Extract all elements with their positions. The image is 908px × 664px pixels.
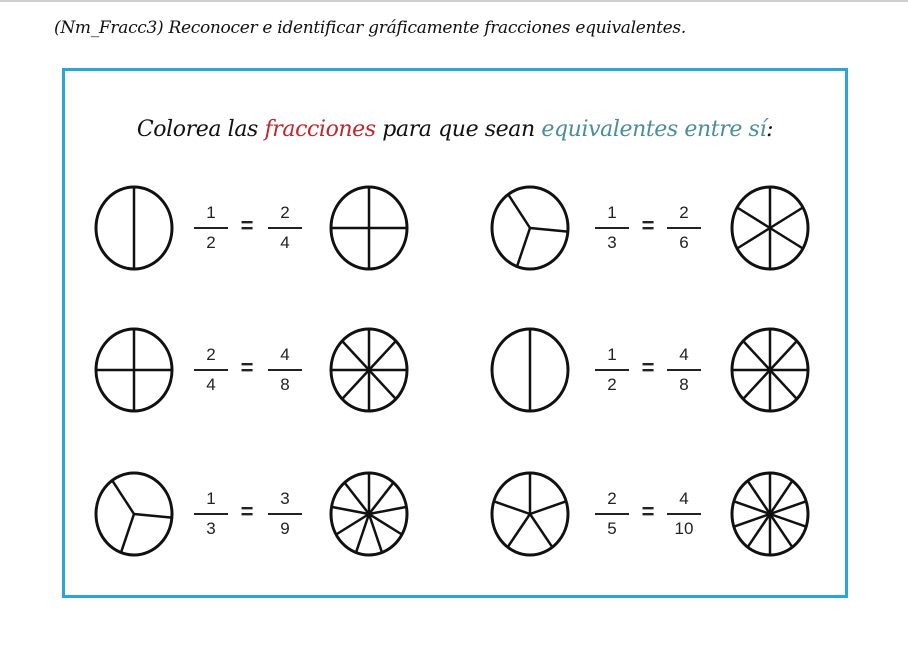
equals-sign: = [641, 355, 655, 380]
denominator: 8 [280, 375, 290, 394]
fraction-right [667, 344, 701, 396]
fraction-left [595, 488, 629, 540]
equals-sign: = [240, 355, 254, 380]
fraction-circle-8-parts[interactable] [331, 329, 407, 411]
denominator: 2 [607, 375, 617, 394]
numerator: 2 [206, 345, 216, 364]
fraction-bar [194, 227, 228, 229]
fraction-bar [595, 227, 629, 229]
equals-sign: = [240, 213, 254, 238]
fraction-bar [194, 369, 228, 371]
fraction-right [667, 202, 701, 254]
fraction-bar [667, 227, 701, 229]
fraction-circle-2-parts[interactable] [96, 187, 172, 269]
fraction-bar [268, 227, 302, 229]
fraction-right [667, 488, 701, 540]
fraction-circle-2-parts[interactable] [492, 329, 568, 411]
heading-highlight-fracciones: fracciones [264, 117, 376, 142]
numerator: 4 [679, 489, 689, 508]
fraction-bar [268, 369, 302, 371]
fraction-circle-10-parts[interactable] [732, 473, 808, 555]
denominator: 4 [280, 233, 290, 252]
fraction-circle-4-parts[interactable] [331, 187, 407, 269]
fraction-bar [194, 513, 228, 515]
denominator: 9 [280, 519, 290, 538]
fraction-bar [595, 369, 629, 371]
equals-sign: = [641, 213, 655, 238]
numerator: 1 [206, 203, 216, 222]
denominator: 4 [206, 375, 216, 394]
fraction-bar [667, 369, 701, 371]
numerator: 2 [607, 489, 617, 508]
fraction-right [268, 202, 302, 254]
fraction-right [268, 344, 302, 396]
document-title: (Nm_Fracc3) Reconocer e identificar gráficamente fracciones equivalentes. [54, 18, 686, 38]
fraction-circle-8-parts[interactable] [732, 329, 808, 411]
heading-text: Colorea las [136, 117, 265, 142]
heading-colon: : [766, 117, 774, 142]
equals-sign: = [641, 499, 655, 524]
numerator: 2 [679, 203, 689, 222]
numerator: 4 [280, 345, 290, 364]
numerator: 1 [206, 489, 216, 508]
fraction-left [194, 202, 228, 254]
fraction-bar [667, 513, 701, 515]
denominator: 6 [679, 233, 689, 252]
denominator: 2 [206, 233, 216, 252]
denominator: 5 [607, 519, 617, 538]
heading-text: para que sean [375, 117, 542, 142]
fraction-circle-4-parts[interactable] [96, 329, 172, 411]
denominator: 3 [607, 233, 617, 252]
fraction-circle-5-parts[interactable] [492, 473, 568, 555]
fraction-right [268, 488, 302, 540]
fraction-circle-3-parts[interactable] [96, 473, 172, 555]
fraction-left [595, 202, 629, 254]
denominator: 3 [206, 519, 216, 538]
numerator: 4 [679, 345, 689, 364]
fraction-left [194, 488, 228, 540]
fraction-bar [595, 513, 629, 515]
numerator: 1 [607, 203, 617, 222]
fraction-left [595, 344, 629, 396]
denominator: 8 [679, 375, 689, 394]
numerator: 1 [607, 345, 617, 364]
fraction-bar [268, 513, 302, 515]
equals-sign: = [240, 499, 254, 524]
heading-highlight-equivalentes: equivalentes entre sí [541, 117, 767, 142]
fraction-left [194, 344, 228, 396]
numerator: 2 [280, 203, 290, 222]
fraction-circle-9-parts[interactable] [331, 473, 407, 555]
numerator: 3 [280, 489, 290, 508]
fraction-circle-6-parts[interactable] [732, 187, 808, 269]
denominator: 10 [674, 519, 694, 538]
fraction-circle-3-parts[interactable] [492, 187, 568, 269]
